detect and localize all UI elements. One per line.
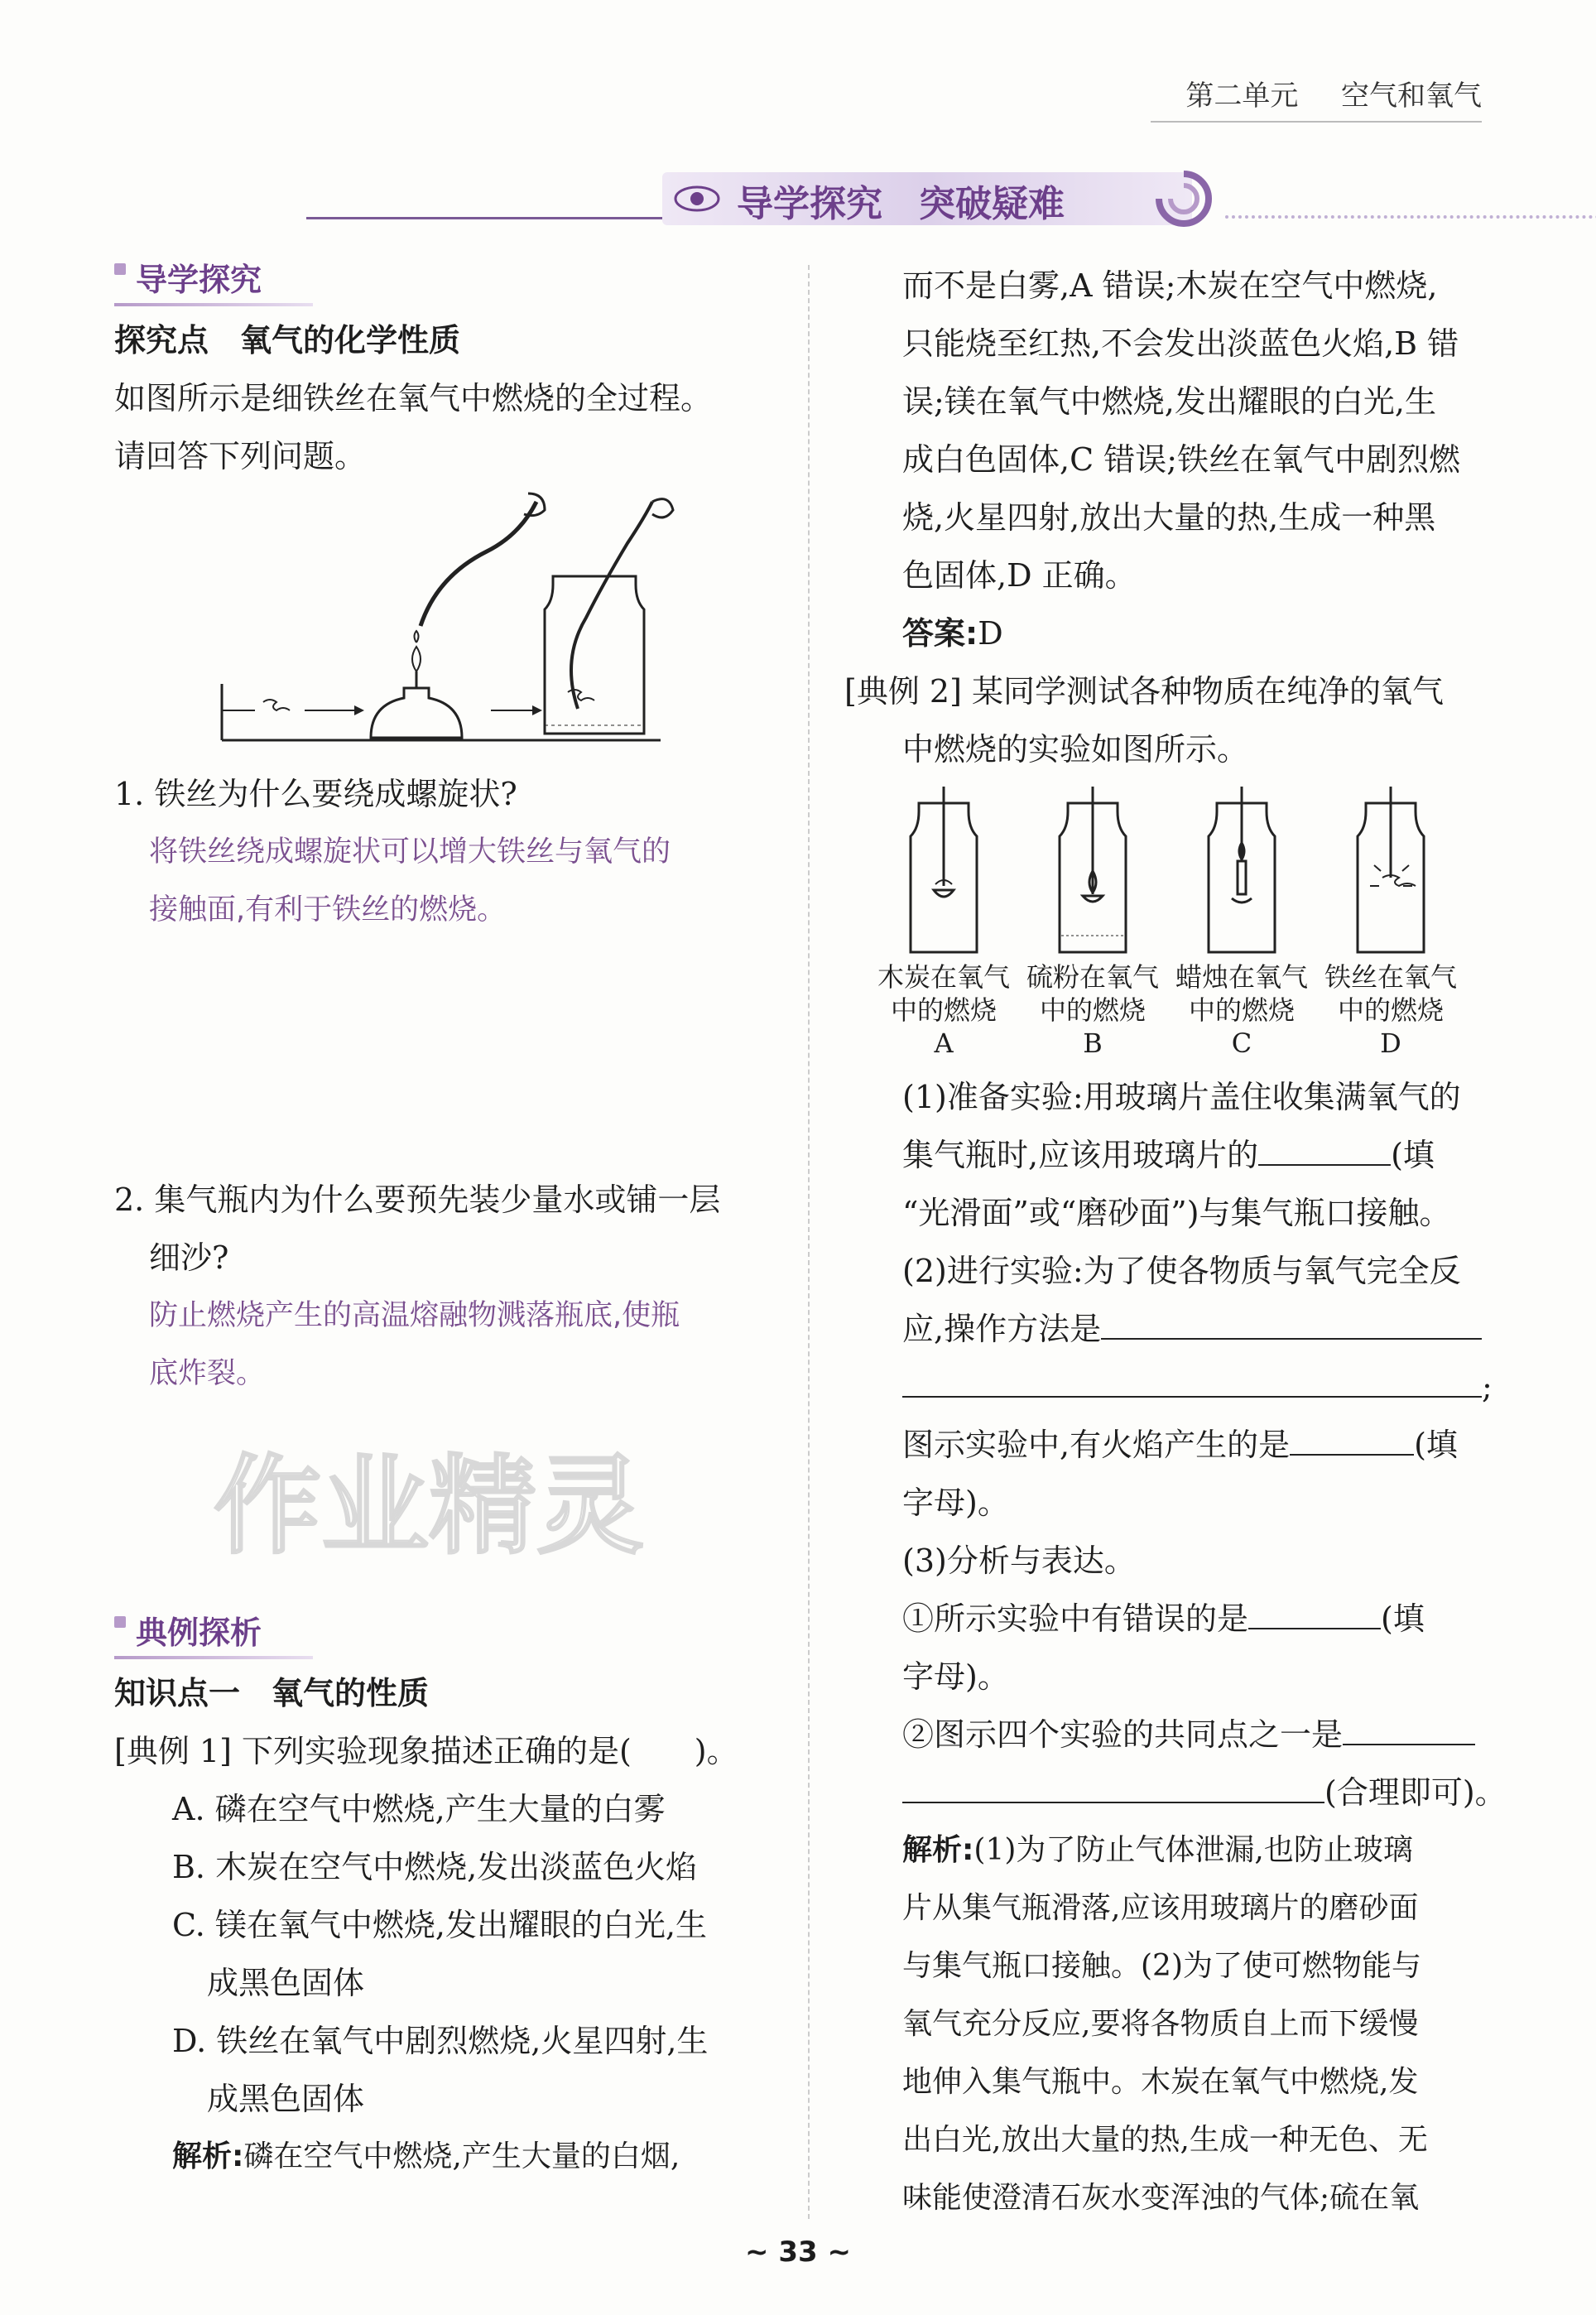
caption-c-l2: 中的燃烧 [1188,994,1295,1026]
section-title-daoxue: 导学探究 [114,257,776,303]
analysis-1-label: 解析: [172,2139,244,2173]
banner-dotted-line [1225,215,1596,219]
analysis-cont-4: 成白色固体,C 错误;铁丝在氧气中剧烈燃 [902,441,1461,478]
caption-b-letter: B [1083,1028,1103,1059]
caption-c-letter: C [1231,1028,1252,1059]
caption-d-l1: 铁丝在氧气 [1324,961,1457,993]
answer-1 [844,604,1507,662]
page-number: ~ 33 ~ [745,2236,851,2269]
explore-point: 探究点 氧气的化学性质 [114,322,461,359]
part-3-common-text: ②图示四个实验的共同点之一是 [902,1716,1344,1753]
part-2-line-1: (2)进行实验:为了使各物质与氧气完全反 [902,1253,1461,1289]
solution-line-1 [844,1822,1507,1879]
blank-6[interactable] [1343,1711,1475,1745]
analysis-cont-6: 色固体,D 正确。 [902,557,1137,594]
bottle-b [1060,787,1126,952]
solution-line-2: 片从集气瓶滑落,应该用玻璃片的磨砂面 [902,1891,1419,1925]
analysis-cont-2: 只能烧至红热,不会发出淡蓝色火焰,B 错 [902,325,1459,362]
part-1-text: 集气瓶时,应该用玻璃片的 [902,1137,1259,1173]
option-d-line-2: 成黑色固体 [207,2081,365,2117]
intro-line-1: 如图所示是细铁丝在氧气中燃烧的全过程。 [114,380,713,416]
solution-text-1: (1)为了防止气体泄漏,也防止玻璃 [973,1833,1413,1867]
banner-title: 导学探究 突破疑难 [737,183,1065,225]
analysis-1 [114,2128,776,2186]
part-2-semicolon: ; [1482,1369,1493,1405]
solution-line-4: 氧气充分反应,要将各物质自上而下缓慢 [902,2007,1419,2041]
blank-7[interactable] [902,1769,1324,1803]
example-2-line-1: [典例 2] 某同学测试各种物质在纯净的氧气 [844,673,1444,710]
caption-a-l2: 中的燃烧 [890,994,997,1026]
option-c-line-1: C. 镁在氧气中燃烧,发出耀眼的白光,生 [172,1907,708,1943]
iron-wire-figure [114,485,776,767]
caption-c-l1: 蜡烛在氧气 [1175,961,1308,993]
solution-label: 解析: [902,1833,974,1867]
part-3-line-1: (3)分析与表达。 [902,1543,1136,1579]
answer-label: 答案: [902,615,978,652]
part-3-fill-hint: (填 [1381,1600,1425,1637]
answer-2-line-2: 底炸裂。 [149,1357,266,1390]
analysis-1-text: 磷在空气中燃烧,产生大量的白烟, [243,2139,680,2173]
answer-1-line-2: 接触面,有利于铁丝的燃烧。 [149,893,507,926]
blank-1[interactable] [1258,1131,1391,1166]
part-3-reasonable-hint: (合理即可)。 [1324,1774,1507,1811]
bottle-d [1358,787,1424,952]
option-c-line-2: 成黑色固体 [207,1965,365,2001]
caption-d-l2: 中的燃烧 [1337,994,1444,1026]
option-a: A. 磷在空气中燃烧,产生大量的白雾 [172,1791,666,1827]
watermark: 作业精灵 [214,1443,645,1569]
caption-a-letter: A [934,1028,954,1059]
topic-label: 空气和氧气 [1341,79,1482,113]
part-3-line-2 [844,1590,1507,1648]
part-3-error-text: ①所示实验中有错误的是 [902,1600,1249,1637]
example-2-line-2: 中燃烧的实验如图所示。 [902,731,1249,768]
intro-line-2: 请回答下列问题。 [114,438,367,474]
part-1-fill-hint: (填 [1391,1137,1435,1173]
part-3-line-3: 字母)。 [902,1658,1009,1695]
option-d-line-1: D. 铁丝在氧气中剧烈燃烧,火星四射,生 [172,2023,709,2059]
unit-label: 第二单元 [1185,79,1299,113]
option-b: B. 木炭在空气中燃烧,发出淡蓝色火焰 [172,1849,698,1885]
part-1-line-1: (1)准备实验:用玻璃片盖住收集满氧气的 [902,1079,1461,1115]
eye-icon [672,182,722,215]
caption-c [1159,960,1324,1060]
part-2-fill-hint: (填 [1414,1427,1458,1463]
caption-b [1010,960,1175,1060]
bottle-drawings [886,787,1515,969]
answer-value: D [978,615,1003,652]
question-2-line-2: 细沙? [149,1239,229,1276]
combustion-figure [844,787,1507,1068]
part-2-line-2 [844,1300,1507,1358]
left-column [114,257,776,2186]
caption-b-l1: 硫粉在氧气 [1026,961,1159,993]
caption-a-l1: 木炭在氧气 [877,961,1010,993]
analysis-cont-3: 误;镁在氧气中燃烧,发出耀眼的白光,生 [902,383,1436,420]
caption-d [1308,960,1473,1060]
running-header [1185,73,1482,113]
banner [116,166,1490,240]
analysis-cont-5: 烧,火星四射,放出大量的热,生成一种黑 [902,499,1436,536]
answer-2-line-1: 防止燃烧产生的高温熔融物溅落瓶底,使瓶 [149,1299,680,1332]
part-2-line-4 [844,1416,1507,1474]
bottle-a [911,787,977,952]
part-2-line-3 [844,1358,1507,1416]
column-divider [808,265,810,2219]
caption-b-l2: 中的燃烧 [1039,994,1146,1026]
answer-1-line-1: 将铁丝绕成螺旋状可以增大铁丝与氧气的 [149,835,671,869]
question-1: 1. 铁丝为什么要绕成螺旋状? [114,776,517,812]
part-1-line-2 [844,1126,1507,1184]
part-3-line-4 [844,1706,1507,1764]
section-title-dianli: 典例探析 [114,1610,776,1656]
analysis-cont-1: 而不是白雾,A 错误;木炭在空气中燃烧, [902,267,1438,304]
blank-2[interactable] [1101,1305,1482,1340]
part-3-line-5 [844,1764,1507,1822]
blank-4[interactable] [1290,1421,1414,1456]
solution-line-6: 出白光,放出大量的热,生成一种无色、无 [902,2123,1428,2157]
part-2-line-5: 字母)。 [902,1485,1009,1521]
header-rule [1151,121,1482,123]
example-1-stem: [典例 1] 下列实验现象描述正确的是( )。 [114,1733,738,1769]
blank-5[interactable] [1248,1595,1381,1629]
part-2-text: 应,操作方法是 [902,1311,1102,1347]
solution-line-3: 与集气瓶口接触。(2)为了使可燃物能与 [902,1949,1421,1983]
part-1-line-3: “光滑面”或“磨砂面”)与集气瓶口接触。 [902,1195,1451,1231]
knowledge-point-1: 知识点一 氧气的性质 [114,1675,430,1711]
question-2-line-1: 2. 集气瓶内为什么要预先装少量水或铺一层 [114,1182,721,1218]
swirl-icon [1151,166,1217,232]
blank-3[interactable] [902,1363,1482,1398]
solution-line-5: 地伸入集气瓶中。木炭在氧气中燃烧,发 [902,2065,1419,2099]
banner-left-line [306,217,662,219]
bottle-c [1209,787,1275,952]
solution-line-7: 味能使澄清石灰水变浑浊的气体;硫在氧 [902,2181,1420,2215]
right-column [844,257,1507,2227]
caption-a [861,960,1026,1060]
caption-d-letter: D [1380,1028,1401,1059]
part-2-flame-text: 图示实验中,有火焰产生的是 [902,1427,1291,1463]
